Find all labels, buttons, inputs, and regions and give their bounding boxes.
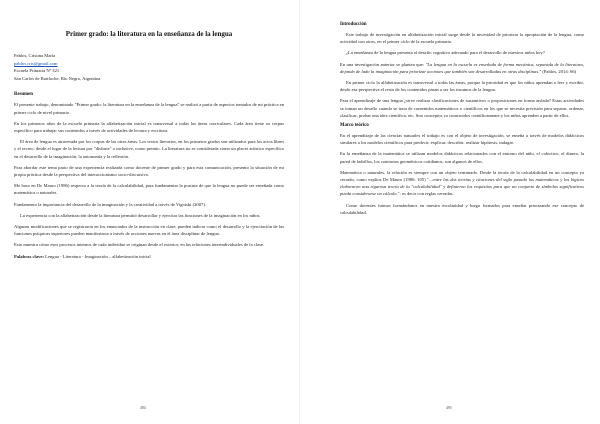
closing-paragraph: Como docentes fuimos formándonos en nuestra escolaridad y luego formados para enseñar priorizando ese concepto de calculabilidad. xyxy=(340,202,584,215)
abstract-paragraph: El área de lengua es atravesada por los corpus de las otras áreas. Los textos literarios, en los primeros grados son utilizados para los actos libres y el recreo, desde el lugar de la lectura por "disfrute" o inclusive, como premio. La literatura no es considerada como un placer artístico específico en el desarrollo de la imaginación, la autonomía y la reflexión. xyxy=(14,139,284,159)
author-location: San Carlos de Bariloche, Río Negro, Argentina xyxy=(14,75,101,81)
keywords-line xyxy=(14,253,284,260)
intro-paragraph: Para el aprendizaje de una lengua ¿sirve realizar clasificaciones de sustantivos o proposiciones en forma aislada? Estas actividades se toman un desafío cuando se trata de contenidos matemáticos o científicos en los que se necesita precisión para separar, ordenar, clasificar, probar una idea científica, etc. Son conceptos ya construidos científicamente y los niños aprenden a partir de ellos. xyxy=(340,98,584,118)
page-number: 494 xyxy=(140,406,146,410)
abstract-paragraph: En los primeros años de la escuela primaria la alfabetización inicial es transversal a todas las áreas curriculares. Cada área tiene su corpus específico para trabajar sus contenidos a través de actividades de lectura y escritura. xyxy=(14,120,284,133)
paper-title: Primer grado: la literatura en la enseñanza de la lengua xyxy=(65,30,233,38)
calc-end: "; es decir con reglas cerradas. xyxy=(397,191,454,197)
abstract-paragraph: Me baso en De Mauro (1986) respecto a la teoría de la calculabilidad, para fundamentar la postura de que la lengua no puede ser enseñada como matemática o naturales. xyxy=(14,183,284,196)
abstract-paragraph: Esto muestra cómo esos procesos internos de cada individuo se originan desde el exterior, en las relaciones interindividuales de la clase. xyxy=(14,242,265,248)
abstract-paragraph: Para abordar este tema parto de una experiencia realizada como docente de primer grado y para esta comunicación, presento la situación de mi propia práctica desde la perspectiva del interaccionismo socio-discursivo. xyxy=(14,164,284,177)
abstract-paragraph: La experiencia con la alfabetización desde la literatura permitió desarrollar y ejercitar las funciones de la imaginación en los niños. xyxy=(20,212,261,218)
intro-paragraph: ¿La enseñanza de la lengua presenta el desafío cognitivo adecuado para el desarrollo de nuestros niños hoy? xyxy=(346,50,545,56)
theory-heading: Marco teórico xyxy=(340,123,369,129)
theory-paragraph: En el aprendizaje de las ciencias naturales el trabajo es con el objeto de investigación, se enseña a través de modelos didácticos similares a los modelos científicos para predecir, explicar, describir, realizar hipótesis, indagar. xyxy=(340,133,584,146)
keywords-label: Palabras clave: xyxy=(14,253,44,259)
author-name: Pablos, Cristina María xyxy=(14,53,56,58)
intro-heading: Introducción xyxy=(340,22,367,27)
right-page xyxy=(300,0,600,424)
quote-paragraph xyxy=(340,61,584,75)
calculability-paragraph xyxy=(340,169,584,198)
abstract-paragraph: Fundamento la importancia del desarrollo de la imaginación y la creatividad a través de Vigotski (2007). xyxy=(14,201,207,207)
theory-paragraph: En la enseñanza de la matemática se utilizan modelos didácticos relacionados con el entorno del niño, el colectivo, el dinero, la pared de ladrillos, los contornos geométricos cotidianos, son algunos de ellos. xyxy=(340,151,584,164)
calc-lead: Matemática o naturales, la relación es siempre con un objeto terminado. Desde la teoría de la calculabilidad en un concepto ya cerrado, como explica De Mauro (1986: 105) " xyxy=(340,169,584,183)
quote-citation: (Pablos, 2014: 66) xyxy=(541,68,577,74)
abstract-paragraph: El presente trabajo, denominado "Primer grado: la literatura en la enseñanza de la lengua" se realizó a partir de aspectos tomados de mi práctica en primer ciclo de nivel primario. xyxy=(14,102,284,115)
author-block xyxy=(14,52,284,82)
intro-paragraph: Este trabajo de investigación en alfabetización inicial surge desde la necesidad de priorizar la apropiación de la lengua, como actividad con otros, en el primer ciclo de la escuela primaria. xyxy=(340,32,584,45)
abstract-heading: Resumen xyxy=(14,92,33,98)
intro-paragraph: En primer ciclo la alfabetización es transversal a todas las áreas, porque la prioridad es que los niños aprendan a leer y escribir, desde esa perspectiva el resto de los contenidos pasan a ser los insumos de la lengua. xyxy=(340,80,584,93)
calc-quote: ...entre las dos teorías y citaciones del siglo pasado los matemáticos y los lógicos elaboraron una rigurosa teoría de la "calculabilidad" y definieron los requisitos para que un conjunto de símbolos significativos pueda considerarse un cálculo. xyxy=(340,177,584,197)
keywords-text: Lengua - Literatura - Imaginación – alfabetización inicial xyxy=(43,253,151,259)
author-email-link[interactable]: pablos.cris@gmail.com xyxy=(14,60,58,66)
quote-text: "La lengua en la escuela es enseñada de forma mecánica, separada de la literatura, dejando de lado la imaginación para priorizar acciones que también son desarrolladas en otras disciplinas." xyxy=(340,61,584,74)
abstract-paragraph: Algunas modificaciones que se registraron en los enunciados de la instrucción en clase, pueden indicar como el desarrollo y la ejercitación de las funciones psíquicas superiores pueden manifestarse a través de acciones nuevas en el área disciplinar de lengua. xyxy=(14,224,284,237)
page-number: 495 xyxy=(446,406,452,410)
author-school: Escuela Primaria Nº 321 xyxy=(14,68,60,74)
quote-lead: En una investigación anterior se plantea que: xyxy=(340,61,426,67)
